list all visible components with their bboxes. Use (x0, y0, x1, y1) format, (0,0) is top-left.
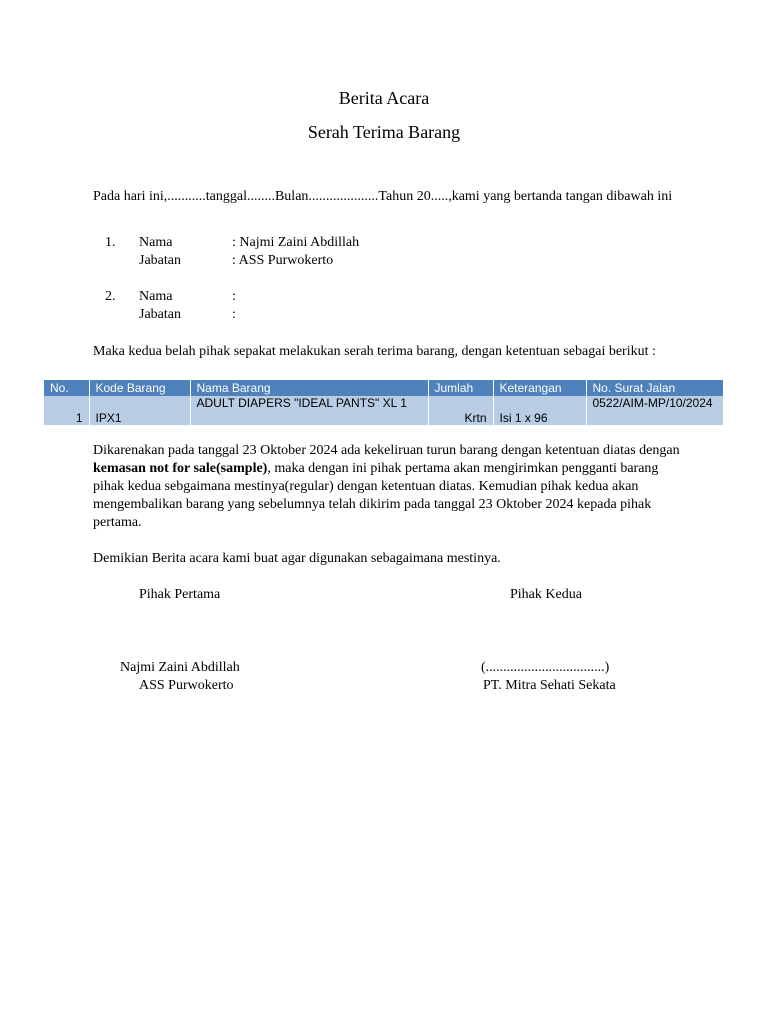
party-2-nama-value: : (232, 289, 236, 304)
explanation-part-2: , maka dengan ini pihak pertama akan mengirimkan pengganti barang pihak kedua sebgaimana mestinya(regular) dengan ketentuan diatas. Kemudian pihak kedua akan mengembalikan barang yang sebelumnya telah dikirim pada tanggal 23 Oktober 2024 kepada pihak pertama. (93, 461, 659, 530)
party-2-nama-label: Nama (139, 289, 173, 304)
cell-kode-barang: IPX1 (89, 396, 190, 425)
header-kode-barang: Kode Barang (89, 380, 190, 396)
table-header-row (44, 380, 723, 396)
header-no-surat-jalan: No. Surat Jalan (586, 380, 723, 396)
party-1-jabatan-value: : ASS Purwokerto (232, 253, 334, 268)
first-party-name: Najmi Zaini Abdillah (120, 660, 240, 675)
agreement-paragraph: Maka kedua belah pihak sepakat melakukan serah terima barang, dengan ketentuan sebagai berikut : (93, 344, 656, 359)
document-subtitle: Serah Terima Barang (307, 122, 461, 142)
second-party-title: PT. Mitra Sehati Sekata (483, 678, 616, 693)
party-1-nama-value: : Najmi Zaini Abdillah (232, 235, 360, 250)
closing-statement: Demikian Berita acara kami buat agar digunakan sebagaimana mestinya. (93, 551, 501, 566)
cell-no-surat-jalan: 0522/AIM-MP/10/2024 (586, 396, 723, 425)
party-1-nama-label: Nama (139, 235, 173, 250)
header-keterangan: Keterangan (493, 380, 586, 396)
explanation-paragraph (93, 442, 693, 532)
header-jumlah: Jumlah (428, 380, 493, 396)
cell-jumlah: Krtn (428, 396, 493, 425)
first-party-title: ASS Purwokerto (139, 678, 234, 693)
party-2-number: 2. (105, 289, 116, 304)
table-row (44, 396, 723, 425)
explanation-bold: kemasan not for sale(sample) (93, 461, 268, 476)
cell-nama-barang: ADULT DIAPERS "IDEAL PANTS" XL 1 (190, 396, 428, 425)
header-no: No. (44, 380, 89, 396)
first-party-label: Pihak Pertama (139, 587, 221, 602)
party-2-jabatan-label: Jabatan (139, 307, 181, 322)
party-1-number: 1. (105, 235, 116, 250)
explanation-part-1: Dikarenakan pada tanggal 23 Oktober 2024 ada kekeliruan turun barang dengan ketentuan diatas dengan (93, 443, 680, 458)
cell-keterangan: Isi 1 x 96 (493, 396, 586, 425)
items-table (44, 380, 724, 425)
party-1-jabatan-label: Jabatan (139, 253, 181, 268)
second-party-name: (..................................) (481, 660, 610, 675)
cell-no: 1 (44, 396, 89, 425)
party-2-jabatan-value: : (232, 307, 236, 322)
second-party-label: Pihak Kedua (510, 587, 582, 602)
header-nama-barang: Nama Barang (190, 380, 428, 396)
intro-paragraph: Pada hari ini,...........tanggal........Bulan....................Tahun 20.....,kami yang bertanda tangan dibawah ini (93, 189, 673, 204)
document-title: Berita Acara (338, 88, 430, 108)
